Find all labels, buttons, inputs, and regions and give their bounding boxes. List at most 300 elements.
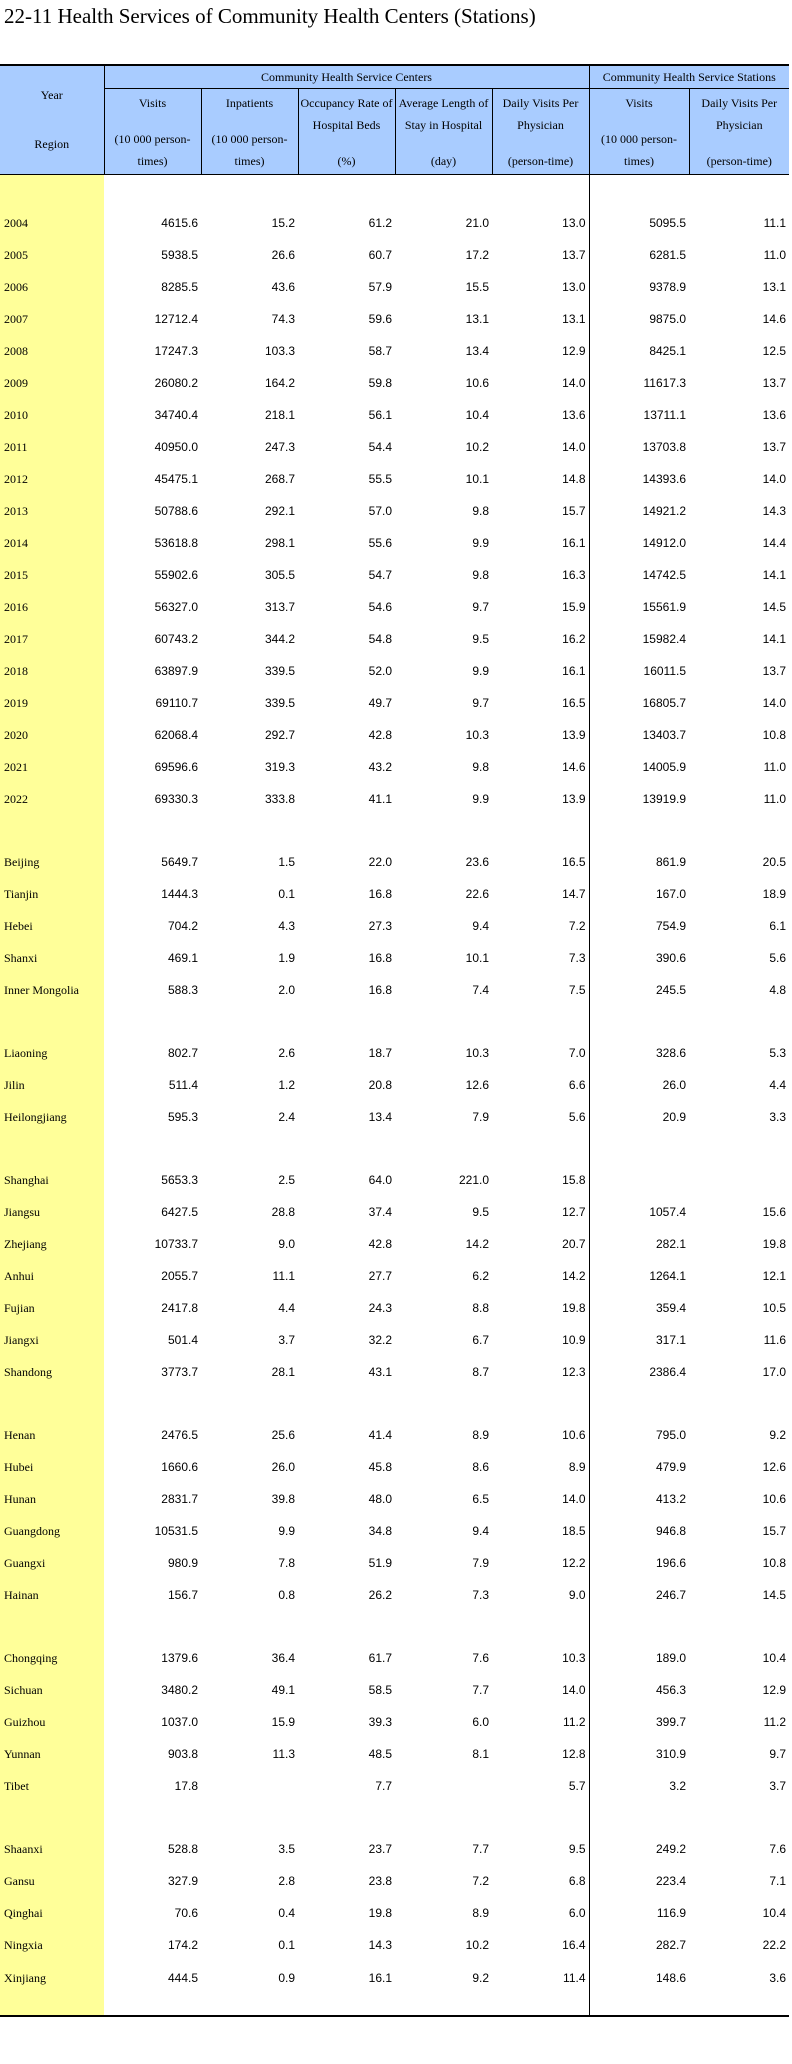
table-row (0, 719, 789, 751)
table-row (0, 527, 789, 559)
table-cell: 48.0 (368, 1492, 392, 1506)
table-cell: 9.9 (472, 664, 489, 678)
row-label: Shanghai (0, 1164, 104, 1196)
table-cell: 167.0 (655, 887, 687, 901)
table-row (0, 367, 789, 399)
table-cell: 16.1 (492, 655, 589, 687)
column-subheader-row (0, 89, 789, 175)
column-header-title: Daily Visits Per Physician (502, 95, 579, 132)
row-label: 2015 (0, 559, 104, 591)
table-cell: 13.1 (492, 303, 589, 335)
spacer-cell (395, 1006, 492, 1037)
table-row (0, 1260, 789, 1292)
table-row (0, 1037, 789, 1069)
table-cell: 22.0 (368, 855, 392, 869)
table-cell: 55.5 (368, 472, 392, 486)
table-cell: 511.4 (168, 1078, 198, 1092)
table-row (0, 1515, 789, 1547)
table-cell: 41.4 (368, 1428, 392, 1442)
table-cell: 15.5 (465, 280, 489, 294)
row-label: 2019 (0, 687, 104, 719)
table-cell: 9.5 (472, 1205, 489, 1219)
column-header-title: Inpatients (225, 95, 274, 110)
table-cell: 50788.6 (154, 504, 198, 518)
table-cell: 13.7 (762, 664, 787, 678)
table-cell: 317.1 (655, 1333, 687, 1347)
row-label: Sichuan (0, 1674, 104, 1706)
table-cell: 2386.4 (649, 1365, 687, 1379)
table-row (0, 1706, 789, 1738)
spacer-cell (0, 1388, 104, 1419)
table-cell: 10.3 (465, 1046, 489, 1060)
spacer-cell (395, 815, 492, 846)
table-cell: 45.8 (368, 1460, 392, 1474)
table-cell: 43.6 (271, 280, 295, 294)
row-label: Inner Mongolia (0, 974, 104, 1006)
table-cell: 11.0 (763, 792, 787, 806)
table-cell: 5.6 (492, 1101, 589, 1133)
table-cell: 10.9 (492, 1324, 589, 1356)
table-cell: 116.9 (656, 1906, 687, 1920)
table-cell: 12.9 (492, 335, 589, 367)
table-cell: 246.7 (655, 1588, 687, 1602)
table-row (0, 783, 789, 815)
spacer-cell (492, 175, 589, 208)
table-cell: 7.1 (769, 1874, 787, 1888)
column-header-title: Daily Visits Per Physician (701, 95, 778, 132)
spacer-cell (589, 1611, 689, 1642)
table-cell: 11.0 (763, 248, 787, 262)
spacer-cell (689, 1006, 789, 1037)
table-cell: 0.1 (278, 887, 295, 901)
spacer-cell (589, 175, 689, 208)
table-cell: 7.9 (472, 1110, 489, 1124)
table-cell: 6281.5 (649, 248, 687, 262)
spacer-cell (689, 175, 789, 208)
table-cell: 12.2 (492, 1547, 589, 1579)
table-row (0, 559, 789, 591)
table-cell: 14.0 (492, 1674, 589, 1706)
table-cell: 15.2 (271, 216, 295, 230)
spacer-cell (492, 1006, 589, 1037)
table-cell: 103.3 (264, 344, 295, 358)
health-services-table (0, 64, 789, 2017)
spacer-cell (492, 1611, 589, 1642)
table-cell: 10.2 (465, 1938, 489, 1952)
table-cell: 60.7 (368, 248, 392, 262)
spacer-cell (104, 1388, 201, 1419)
table-cell: 13.7 (762, 440, 787, 454)
table-cell: 1.5 (278, 855, 295, 869)
table-cell: 148.6 (589, 1961, 689, 2016)
row-label: 2009 (0, 367, 104, 399)
spacer-cell (298, 175, 395, 208)
spacer-cell (395, 175, 492, 208)
spacer-cell (0, 1006, 104, 1037)
table-cell: 14921.2 (642, 504, 687, 518)
table-cell: 53618.8 (154, 536, 198, 550)
table-cell: 11.2 (492, 1706, 589, 1738)
table-cell: 12.7 (492, 1196, 589, 1228)
column-header-title: Average Length of Stay in Hospital (398, 95, 489, 132)
table-cell: 14.0 (762, 696, 787, 710)
table-cell: 70.6 (174, 1906, 198, 1920)
table-cell: 2.6 (278, 1046, 295, 1060)
table-row (0, 1865, 789, 1897)
table-cell: 13.9 (492, 719, 589, 751)
stations-group-header: Community Health Service Stations (589, 65, 789, 89)
table-cell: 11617.3 (643, 376, 687, 390)
table-cell: 1264.1 (649, 1269, 687, 1283)
spacer-cell (104, 1611, 201, 1642)
table-cell: 595.3 (167, 1110, 198, 1124)
table-cell: 34.8 (368, 1524, 392, 1538)
spacer-cell (104, 1006, 201, 1037)
row-label: Hubei (0, 1451, 104, 1483)
table-cell: 9.4 (472, 1524, 489, 1538)
table-cell: 7.4 (472, 983, 489, 997)
table-cell: 7.0 (492, 1037, 589, 1069)
spacer-cell (492, 815, 589, 846)
table-cell: 980.9 (167, 1556, 198, 1570)
table-row (0, 399, 789, 431)
table-cell: 16.2 (492, 623, 589, 655)
table-cell: 9.9 (472, 536, 489, 550)
table-cell: 501.4 (167, 1333, 198, 1347)
table-cell: 319.3 (264, 760, 295, 774)
row-label: Anhui (0, 1260, 104, 1292)
table-cell: 6.6 (492, 1069, 589, 1101)
row-label: 2004 (0, 207, 104, 239)
spacer-row (0, 1006, 789, 1037)
spacer-cell (104, 1133, 201, 1164)
table-cell: 399.7 (655, 1715, 687, 1729)
table-cell: 7.5 (492, 974, 589, 1006)
table-cell: 5653.3 (161, 1173, 198, 1187)
table-cell: 9.5 (492, 1833, 589, 1865)
table-cell: 16.3 (492, 559, 589, 591)
table-cell: 327.9 (167, 1874, 198, 1888)
table-row (0, 463, 789, 495)
spacer-cell (492, 1133, 589, 1164)
table-row (0, 591, 789, 623)
table-cell: 9.7 (769, 1747, 787, 1761)
spacer-cell (298, 1133, 395, 1164)
table-cell: 12.5 (762, 344, 787, 358)
page-title: 22-11 Health Services of Community Health Centers (Stations) (4, 4, 536, 28)
table-cell: 11.0 (763, 760, 787, 774)
table-cell: 310.9 (655, 1747, 687, 1761)
table-cell: 588.3 (167, 983, 198, 997)
table-cell: 48.5 (368, 1747, 392, 1761)
spacer-cell (201, 1802, 298, 1833)
table-cell: 1444.3 (161, 887, 198, 901)
column-header (298, 89, 395, 175)
row-label: Guangxi (0, 1547, 104, 1579)
table-cell: 19.8 (762, 1237, 787, 1251)
table-cell: 64.0 (368, 1173, 392, 1187)
row-label: 2017 (0, 623, 104, 655)
table-cell: 3480.2 (161, 1683, 198, 1697)
spacer-cell (0, 1802, 104, 1833)
table-row (0, 1451, 789, 1483)
column-header-title: Occupancy Rate of Hospital Beds (300, 95, 393, 132)
table-cell: 754.9 (655, 919, 687, 933)
table-cell: 268.7 (264, 472, 295, 486)
table-cell: 37.4 (368, 1205, 392, 1219)
table-row (0, 1833, 789, 1865)
row-label: 2018 (0, 655, 104, 687)
table-cell: 34740.4 (154, 408, 198, 422)
table-header (0, 65, 789, 175)
table-cell: 13.4 (368, 1110, 392, 1124)
table-cell: 344.2 (264, 632, 295, 646)
spacer-cell (104, 815, 201, 846)
table-cell: 9.7 (472, 600, 489, 614)
table-row (0, 495, 789, 527)
table-cell: 444.5 (104, 1961, 201, 2016)
table-cell: 1057.4 (649, 1205, 687, 1219)
column-header (201, 89, 298, 175)
table-cell: 4.4 (769, 1078, 787, 1092)
table-cell: 2.8 (278, 1874, 295, 1888)
table-cell: 16.8 (368, 951, 392, 965)
table-cell: 3.3 (769, 1110, 787, 1124)
column-header (689, 89, 789, 175)
table-cell: 13.0 (492, 271, 589, 303)
table-cell: 14.1 (762, 632, 787, 646)
row-label: Ningxia (0, 1929, 104, 1961)
table-cell: 22.2 (762, 1938, 787, 1952)
table-cell: 0.9 (201, 1961, 298, 2016)
table-cell: 13.4 (465, 344, 489, 358)
table-cell: 8.6 (472, 1460, 489, 1474)
table-cell: 42.8 (368, 1237, 392, 1251)
table-cell: 328.6 (655, 1046, 687, 1060)
table-cell: 49.1 (271, 1683, 295, 1697)
table-row (0, 1483, 789, 1515)
table-cell: 9.8 (472, 760, 489, 774)
region-header-label: Region (34, 137, 70, 151)
table-cell: 13.6 (762, 408, 787, 422)
table-cell: 14.6 (492, 751, 589, 783)
table-cell: 9.7 (472, 696, 489, 710)
row-label: 2016 (0, 591, 104, 623)
table-cell: 1.9 (278, 951, 295, 965)
spacer-cell (589, 1006, 689, 1037)
table-cell: 10.5 (762, 1301, 787, 1315)
table-row (0, 1642, 789, 1674)
table-cell: 55902.6 (154, 568, 198, 582)
table-cell: 7.7 (472, 1842, 489, 1856)
table-row (0, 623, 789, 655)
table-cell: 174.2 (167, 1938, 198, 1952)
table-cell: 7.6 (472, 1651, 489, 1665)
table-cell: 14.0 (492, 367, 589, 399)
column-header-unit: (person-time) (706, 153, 772, 168)
table-cell: 21.0 (465, 216, 489, 230)
table-cell: 479.9 (655, 1460, 687, 1474)
table-cell: 14.0 (762, 472, 787, 486)
table-cell: 59.6 (368, 312, 392, 326)
table-cell: 8.7 (472, 1365, 489, 1379)
table-cell: 14.5 (762, 600, 787, 614)
table-row (0, 1228, 789, 1260)
spacer-cell (201, 1133, 298, 1164)
table-cell: 10.1 (465, 472, 489, 486)
spacer-cell (492, 1802, 589, 1833)
table-cell: 9.9 (472, 792, 489, 806)
table-cell: 2417.8 (161, 1301, 198, 1315)
table-cell: 946.8 (655, 1524, 687, 1538)
table-cell: 9.0 (278, 1237, 295, 1251)
table-cell: 0.8 (278, 1588, 295, 1602)
table-cell: 11.6 (763, 1333, 787, 1347)
table-row (0, 974, 789, 1006)
table-cell: 11.1 (763, 216, 787, 230)
table-cell: 8.9 (492, 1451, 589, 1483)
table-cell: 313.7 (264, 600, 295, 614)
column-header-unit: (%) (337, 153, 356, 168)
spacer-cell (689, 1802, 789, 1833)
table-cell: 14.5 (762, 1588, 787, 1602)
table-cell: 282.1 (655, 1237, 687, 1251)
row-label: 2013 (0, 495, 104, 527)
row-label: Hebei (0, 910, 104, 942)
table-cell: 9.8 (472, 504, 489, 518)
table-cell: 69110.7 (155, 696, 198, 710)
spacer-cell (298, 815, 395, 846)
table-cell: 62068.4 (154, 728, 198, 742)
table-cell: 390.6 (655, 951, 687, 965)
table-cell: 20.7 (492, 1228, 589, 1260)
spacer-cell (589, 1388, 689, 1419)
table-cell: 13.6 (492, 399, 589, 431)
table-cell: 7.2 (492, 910, 589, 942)
row-label: 2021 (0, 751, 104, 783)
row-label: Shandong (0, 1356, 104, 1388)
row-label: Chongqing (0, 1642, 104, 1674)
table-cell: 10.8 (762, 1556, 787, 1570)
table-cell: 8.1 (472, 1747, 489, 1761)
table-cell: 9.2 (395, 1961, 492, 2016)
table-cell: 41.1 (368, 792, 392, 806)
table-cell: 189.0 (655, 1651, 687, 1665)
column-header (492, 89, 589, 175)
table-cell: 9.9 (278, 1524, 295, 1538)
table-cell: 3773.7 (161, 1365, 198, 1379)
table-cell: 14.6 (762, 312, 787, 326)
row-label: Tibet (0, 1770, 104, 1802)
table-cell: 20.9 (662, 1110, 687, 1124)
spacer-cell (492, 1388, 589, 1419)
table-cell: 57.0 (368, 504, 392, 518)
table-cell: 359.4 (655, 1301, 687, 1315)
table-cell: 6.0 (472, 1715, 489, 1729)
table-cell: 54.8 (368, 632, 392, 646)
table-cell: 19.8 (492, 1292, 589, 1324)
table-cell: 6.8 (492, 1865, 589, 1897)
table-cell: 10.4 (762, 1651, 787, 1665)
table-cell: 17247.3 (154, 344, 198, 358)
column-header (104, 89, 201, 175)
table-cell: 8.9 (472, 1428, 489, 1442)
table-row (0, 1961, 789, 2016)
spacer-row (0, 1388, 789, 1419)
table-cell: 14742.5 (642, 568, 687, 582)
table-cell: 17.0 (762, 1365, 787, 1379)
row-label: Fujian (0, 1292, 104, 1324)
table-cell: 42.8 (368, 728, 392, 742)
row-label: Jilin (0, 1069, 104, 1101)
table-cell: 11.3 (272, 1747, 295, 1761)
table-cell: 13403.7 (642, 728, 687, 742)
table-cell: 12712.4 (154, 312, 198, 326)
table-cell: 28.8 (271, 1205, 295, 1219)
table-cell: 6.5 (472, 1492, 489, 1506)
table-cell: 56327.0 (154, 600, 198, 614)
spacer-cell (298, 1802, 395, 1833)
table-cell: 14.0 (492, 431, 589, 463)
table-cell: 3.7 (278, 1333, 295, 1347)
table-cell: 11.1 (272, 1269, 295, 1283)
spacer-row (0, 175, 789, 208)
table-cell: 8.9 (472, 1906, 489, 1920)
table-row (0, 942, 789, 974)
table-cell: 15561.9 (642, 600, 687, 614)
table-cell: 292.1 (264, 504, 295, 518)
table-cell: 2476.5 (161, 1428, 198, 1442)
table-cell: 69596.6 (154, 760, 198, 774)
spacer-cell (201, 1006, 298, 1037)
table-cell: 23.6 (465, 855, 489, 869)
table-cell: 6.0 (492, 1897, 589, 1929)
year-header-label: Year (40, 88, 63, 102)
table-cell: 18.7 (368, 1046, 392, 1060)
table-row (0, 751, 789, 783)
table-cell: 247.3 (264, 440, 295, 454)
table-cell: 14.7 (492, 878, 589, 910)
row-label: 2022 (0, 783, 104, 815)
spacer-cell (395, 1802, 492, 1833)
row-label: Gansu (0, 1865, 104, 1897)
table-cell: 16.8 (368, 887, 392, 901)
table-cell: 10.6 (492, 1419, 589, 1451)
table-cell: 54.7 (368, 568, 392, 582)
table-cell: 26080.2 (154, 376, 198, 390)
table-cell: 24.3 (368, 1301, 392, 1315)
table-row (0, 910, 789, 942)
table-cell: 12.3 (492, 1356, 589, 1388)
centers-group-header: Community Health Service Centers (104, 65, 589, 89)
spacer-row (0, 1802, 789, 1833)
table-cell: 282.7 (655, 1938, 687, 1952)
table-cell: 16.1 (298, 1961, 395, 2016)
table-cell: 9.5 (472, 632, 489, 646)
row-label: Guizhou (0, 1706, 104, 1738)
table-cell: 54.6 (368, 600, 392, 614)
table-cell: 36.4 (271, 1651, 295, 1665)
spacer-cell (201, 1611, 298, 1642)
table-cell: 223.4 (655, 1874, 687, 1888)
table-cell: 15.8 (492, 1164, 589, 1196)
spacer-cell (589, 815, 689, 846)
table-row (0, 1547, 789, 1579)
table-cell (589, 1164, 689, 1196)
table-cell: 0.4 (278, 1906, 295, 1920)
table-cell: 7.8 (278, 1556, 295, 1570)
spacer-row (0, 1611, 789, 1642)
